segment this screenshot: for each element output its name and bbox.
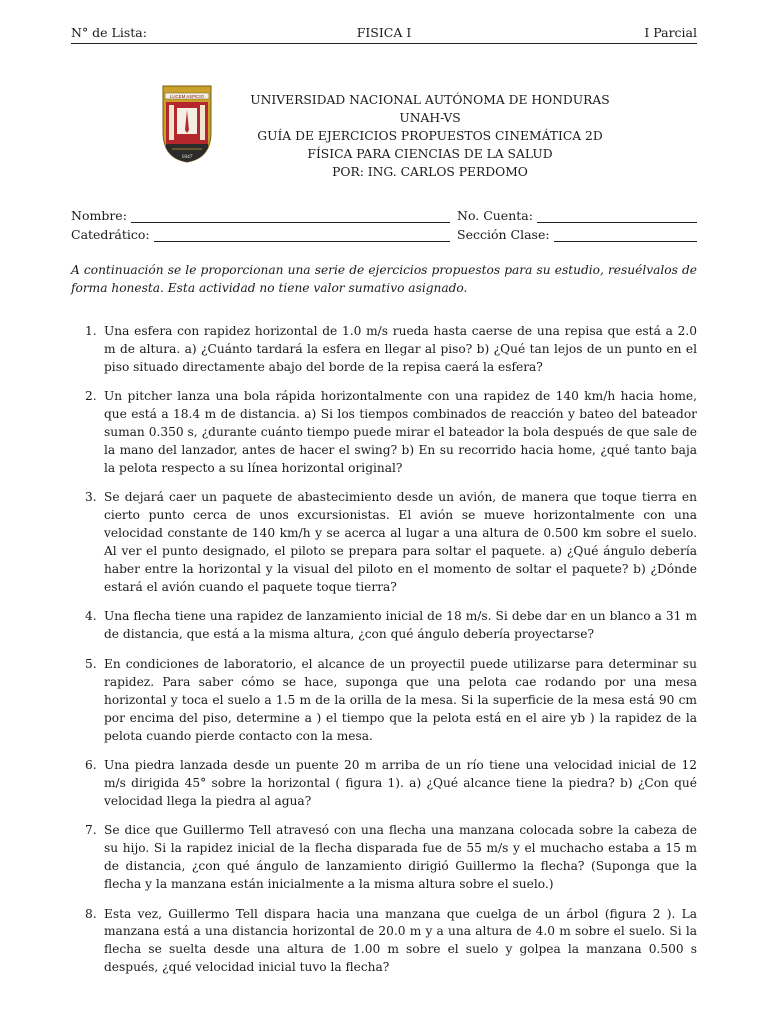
header-course: FISICA I [356, 25, 412, 40]
seccion-field[interactable] [457, 227, 697, 242]
catedratico-line[interactable] [154, 229, 450, 242]
form-row-1 [71, 208, 697, 226]
exercise-item [71, 388, 697, 478]
seal-banner: LUCEM ASPICIO [169, 94, 205, 99]
seal-year: 1847 [181, 154, 193, 160]
exercise-text: En condiciones de laboratorio, el alcance de un proyectil puede utilizarse para determinar su rapidez. Para saber cómo se hace, suponga que una pelota cae rodando por una mesa horizontal y toca el suelo a 1.5 m de la orilla de la mesa. Si la superficie de la mesa está 90 cm por encima del piso, determine a ) el tiempo que la pelota está en el aire yb ) la rapidez de la pelota cuando pierde contacto con la mesa. [104, 656, 697, 743]
exercise-number: 5. [85, 656, 97, 671]
exercise-item [71, 906, 697, 978]
form-row-2 [71, 227, 697, 245]
title-author: POR: ING. CARLOS PERDOMO [332, 165, 528, 179]
intro-paragraph: A continuación se le proporcionan una serie de ejercicios propuestos para su estudio, resuélvalos de forma honesta. Esta actividad no tiene valor sumativo asignado. [71, 263, 697, 295]
exercise-number: 8. [85, 906, 97, 921]
exercise-item [71, 323, 697, 377]
exercise-number: 4. [85, 609, 97, 624]
exercise-number: 1. [85, 324, 97, 338]
exercise-number: 7. [85, 823, 97, 838]
exercise-text: Una piedra lanzada desde un puente 20 m arriba de un río tiene una velocidad inicial de 12 m/s dirigida 45° sobre la horizontal ( figura 1). a) ¿Qué alcance tiene la piedra? b) ¿Con qué velocidad llega la piedra al agua? [104, 758, 697, 808]
nombre-label: Nombre: [71, 208, 127, 223]
exercise-number: 3. [85, 490, 97, 505]
title-guide: GUÍA DE EJERCICIOS PROPUESTOS CINEMÁTICA 2D [257, 129, 603, 143]
title-university: UNIVERSIDAD NACIONAL AUTÓNOMA DE HONDURAS [250, 93, 610, 107]
exercise-text: Una flecha tiene una rapidez de lanzamiento inicial de 18 m/s. Si debe dar en un blanco a 31 m de distancia, que está a la misma altura, ¿con qué ángulo debería proyectarse? [104, 609, 697, 642]
exercise-item [71, 489, 697, 596]
title-course: FÍSICA PARA CIENCIAS DE LA SALUD [307, 147, 553, 161]
exercise-text: Esta vez, Guillermo Tell dispara hacia una manzana que cuelga de un árbol (figura 2 ). La manzana está a una distancia horizontal de 20.0 m y a una altura de 4.0 m sobre el suelo. Si la flecha se suelta desde una altura de 1.00 m sobre el suelo y golpea la manzana 0.500 s después, ¿qué velocidad inicial tuvo la flecha? [104, 906, 697, 975]
exercise-text: Una esfera con rapidez horizontal de 1.0 m/s rueda hasta caerse de una repisa que está a 2.0 m de altura. a) ¿Cuánto tardará la esfera en llegar al piso? b) ¿Qué tan lejos de un punto en el piso situado directamente abajo del borde de la repisa caerá la esfera? [104, 324, 697, 374]
title-campus: UNAH-VS [399, 111, 461, 125]
title-block [195, 91, 665, 181]
cuenta-line[interactable] [537, 210, 697, 223]
exercise-item [71, 757, 697, 811]
exercise-text: Se dice que Guillermo Tell atravesó con una flecha una manzana colocada sobre la cabeza de su hijo. Si la rapidez inicial de la flecha disparada fue de 55 m/s y el muchacho estaba a 15 m de distancia, ¿con qué ángulo de lanzamiento dirigió Guillermo la flecha? (Suponga que la flecha y la manzana están inicialmente a la misma altura sobre el suelo.) [104, 823, 697, 892]
exercise-text: Se dejará caer un paquete de abastecimiento desde un avión, de manera que toque tierra en cierto punto cerca de unos excursionistas. El avión se mueve horizontalmente con una velocidad constante de 140 km/h y se acerca al lugar a una altura de 0.500 km sobre el suelo. Al ver el punto designado, el piloto se prepara para soltar el paquete. a) ¿Qué ángulo debería haber entre la horizontal y la visual del piloto en el momento de soltar el paquete? b) ¿Dónde estará el avión cuando el paquete toque tierra? [104, 490, 697, 594]
seccion-label: Sección Clase: [457, 227, 550, 242]
catedratico-field[interactable] [71, 227, 450, 242]
nombre-line[interactable] [131, 210, 450, 223]
seccion-line[interactable] [554, 229, 697, 242]
exercise-number: 2. [85, 389, 97, 404]
exercise-item [71, 822, 697, 894]
header-list-number: N° de Lista: [71, 25, 147, 40]
exercise-list [71, 323, 697, 989]
exercise-item [71, 608, 697, 644]
exercise-number: 6. [85, 758, 97, 772]
exercise-text: Un pitcher lanza una bola rápida horizontalmente con una rapidez de 140 km/h hacia home, que está a 18.4 m de distancia. a) Si los tiempos combinados de reacción y bateo del bateador suman 0.350 s, ¿durante cuánto tiempo puede mirar el bateador la bola después de que sale de la mano del lanzador, antes de hacer el swing? b) En su recorrido hacia home, ¿qué tanto baja la pelota respecto a su línea horizontal original? [104, 389, 697, 475]
cuenta-label: No. Cuenta: [457, 208, 533, 223]
running-header [71, 25, 697, 44]
catedratico-label: Catedrático: [71, 227, 150, 242]
nombre-field[interactable] [71, 208, 450, 223]
exercise-item [71, 656, 697, 746]
header-exam: I Parcial [644, 25, 697, 40]
cuenta-field[interactable] [457, 208, 697, 223]
